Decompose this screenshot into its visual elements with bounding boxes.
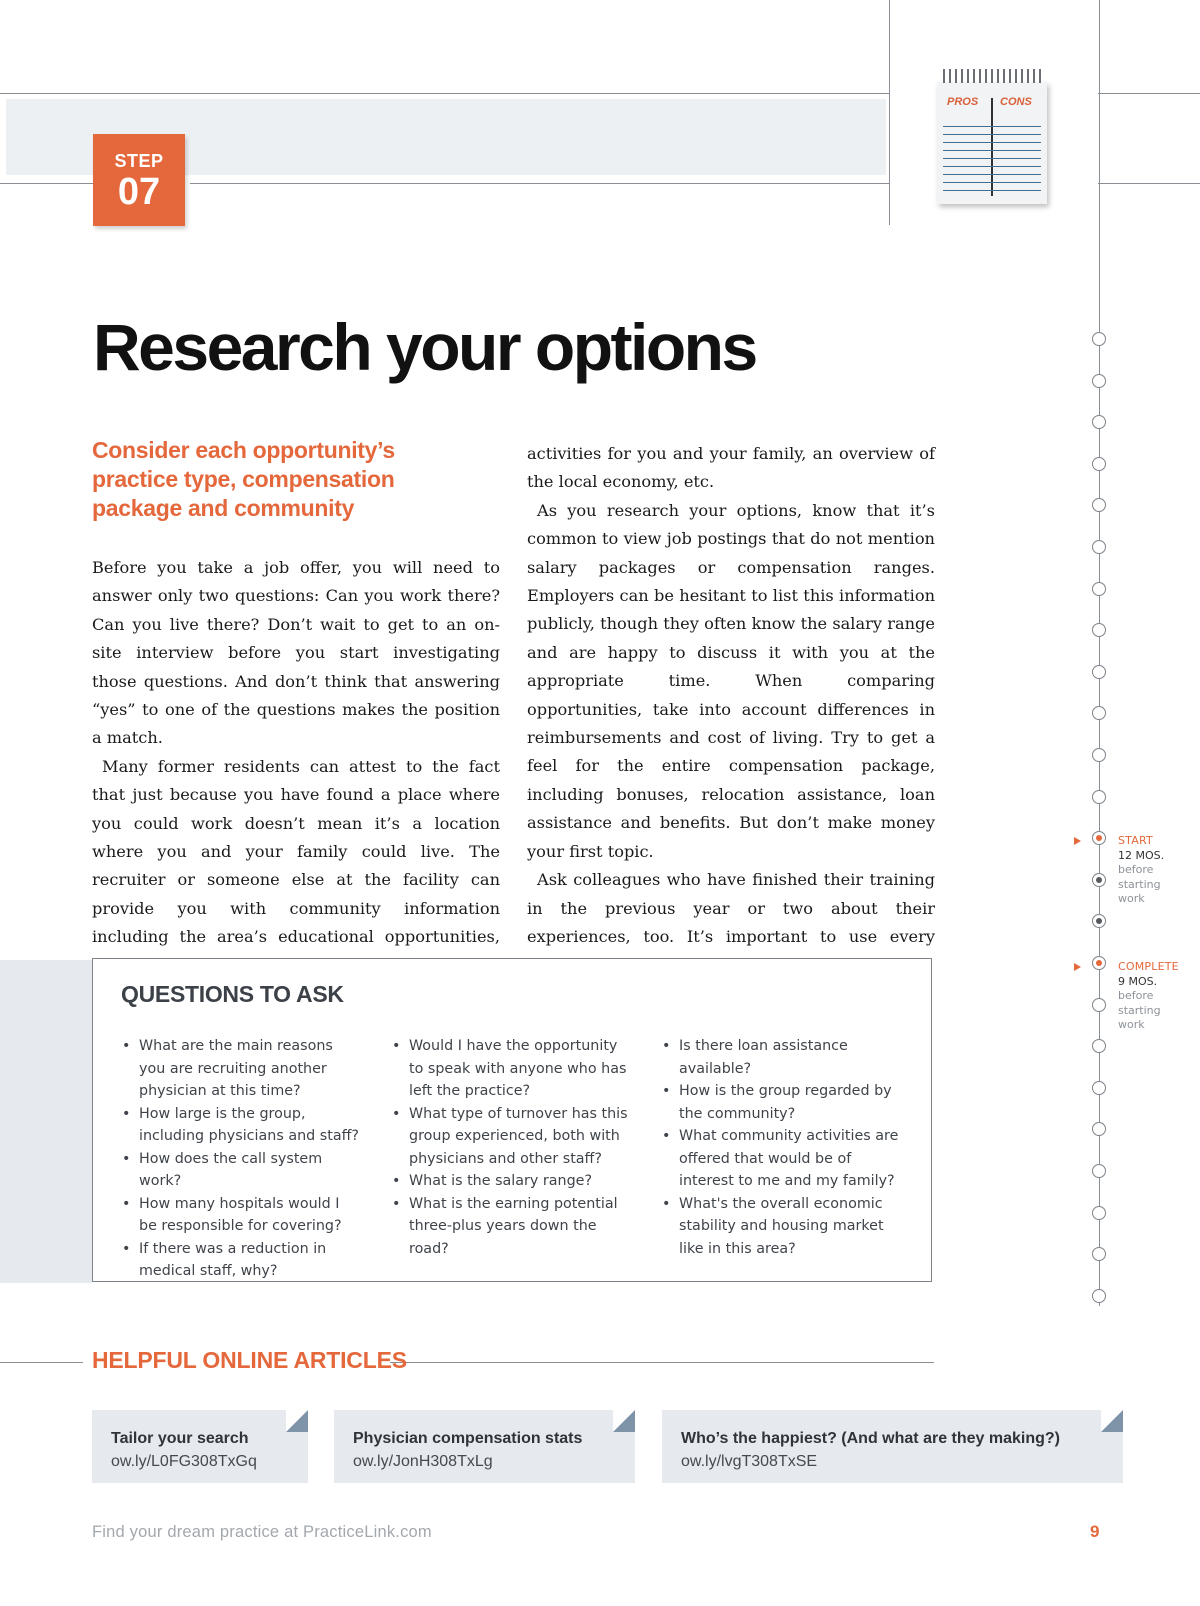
subheading: Consider each opportunity’s practice type, compensation package and community — [92, 437, 395, 521]
complete-months: 9 MOS. — [1118, 974, 1158, 988]
article-card-2[interactable] — [334, 1410, 635, 1483]
questions-column-3 — [661, 1035, 906, 1260]
pros-cons-notepad-icon — [937, 82, 1047, 204]
notepad-pros-label: PROS — [947, 96, 979, 108]
page-number: 9 — [1090, 1522, 1100, 1541]
questions-side-band — [0, 960, 92, 1283]
header-rule-bottom — [190, 183, 890, 184]
article-title-2: Physician compensation stats — [353, 1430, 583, 1447]
questions-column-1 — [121, 1035, 361, 1283]
article-link-2[interactable]: ow.ly/JonH308TxLg — [353, 1453, 493, 1470]
question-item: • How many hospitals would I be responsible for covering? — [121, 1193, 361, 1238]
article-link-3[interactable]: ow.ly/lvgT308TxSE — [681, 1453, 818, 1470]
timeline-start-marker — [1092, 831, 1106, 845]
header-rule-top-right — [1098, 93, 1200, 94]
header-vertical-rule — [889, 0, 890, 225]
timeline-marker — [1092, 706, 1106, 720]
timeline-marker — [1092, 498, 1106, 512]
timeline-marker — [1092, 1206, 1106, 1220]
question-item: • Would I have the opportunity to speak with anyone who has left the practice? — [391, 1035, 636, 1103]
step-number: 07 — [117, 171, 161, 213]
timeline-marker — [1092, 790, 1106, 804]
article-link-1[interactable]: ow.ly/L0FG308TxGq — [111, 1453, 257, 1470]
body-column-right — [527, 440, 935, 981]
timeline-start-label — [1118, 834, 1164, 907]
timeline-marker — [1092, 582, 1106, 596]
question-item: • How does the call system work? — [121, 1148, 361, 1193]
timeline-marker — [1092, 998, 1106, 1012]
start-sub-3: work — [1118, 892, 1145, 905]
article-card-3[interactable] — [662, 1410, 1123, 1483]
timeline-marker — [1092, 1247, 1106, 1261]
card-fold-icon — [286, 1410, 308, 1432]
start-sub-2: starting — [1118, 877, 1161, 891]
timeline-current-marker — [1092, 914, 1106, 928]
complete-sub-3: work — [1118, 1018, 1145, 1031]
page-title: Research your options — [93, 310, 756, 384]
question-item: • How large is the group, including physicians and staff? — [121, 1103, 361, 1148]
timeline-line — [1099, 0, 1100, 1306]
question-item: • Is there loan assistance available? — [661, 1035, 906, 1080]
body-paragraph-3: As you research your options, know that it’s common to view job postings that do not mention salary packages or compensation ranges. Employers can be hesitant to list this information publicly, though they often know the salary range and are happy to discuss it with you at the appropriate time. When comparing opportunities, take into account differences in reimbursements and cost of living. Try to get a feel for the entire compensation package, including bonuses, relocation assistance, loan assistance and benefits. But don’t make money your first topic. — [527, 500, 935, 861]
question-item: • If there was a reduction in medical staff, why? — [121, 1238, 361, 1283]
question-item: • What community activities are offered that would be of interest to me and my family? — [661, 1125, 906, 1193]
articles-heading: HELPFUL ONLINE ARTICLES — [92, 1347, 407, 1373]
body-paragraph-2a: Many former residents can attest to the fact that just because you have found a place where you could work doesn’t mean it’s a location where you and your family could live. The recruiter or someone else at the facility can provide you with community information including the area’s educational opportunities, — [92, 756, 500, 947]
complete-sub-1: before — [1118, 989, 1154, 1002]
complete-arrow-icon — [1074, 963, 1081, 971]
step-badge — [93, 134, 185, 226]
header-rule-bottom-right — [1098, 183, 1200, 184]
timeline-complete-marker — [1092, 956, 1106, 970]
complete-sub-2: starting — [1118, 1003, 1161, 1017]
header-rule-bottom-left — [0, 183, 93, 184]
question-item: • How is the group regarded by the community? — [661, 1080, 906, 1125]
complete-label: COMPLETE — [1118, 960, 1179, 973]
timeline-marker — [1092, 457, 1106, 471]
card-fold-icon — [1101, 1410, 1123, 1432]
timeline-marker — [1092, 1122, 1106, 1136]
footer-text: Find your dream practice at PracticeLink.com — [92, 1523, 432, 1541]
start-sub-1: before — [1118, 863, 1154, 876]
article-card-1[interactable] — [92, 1410, 308, 1483]
questions-title: QUESTIONS TO ASK — [121, 981, 344, 1007]
body-paragraph-1: Before you take a job offer, you will need to answer only two questions: Can you work there? Can you live there? Don’t wait to get to an on-site interview before you start investigating those questions. And don’t think that answering “yes” to one of the questions makes the position a match. — [92, 558, 500, 748]
timeline-marker — [1092, 1039, 1106, 1053]
question-item: • What type of turnover has this group experienced, both with physicians and other staff? — [391, 1103, 636, 1171]
timeline-marker — [1092, 1164, 1106, 1178]
start-arrow-icon — [1074, 837, 1081, 845]
timeline-marker — [1092, 374, 1106, 388]
question-item: • What are the main reasons you are recruiting another physician at this time? — [121, 1035, 361, 1103]
article-title-1: Tailor your search — [111, 1430, 249, 1447]
notepad-lines — [943, 126, 1041, 196]
timeline-complete-label — [1118, 960, 1179, 1033]
step-label: STEP — [114, 151, 164, 171]
question-item: • What is the earning potential three-plus years down the road? — [391, 1193, 636, 1261]
body-paragraph-2b: activities for you and your family, an overview of the local economy, etc. — [527, 444, 935, 492]
card-fold-icon — [613, 1410, 635, 1432]
header-rule-top — [0, 93, 890, 94]
start-months: 12 MOS. — [1118, 848, 1165, 862]
timeline-marker — [1092, 665, 1106, 679]
body-column-left — [92, 554, 500, 980]
timeline-marker — [1092, 623, 1106, 637]
article-title-3: Who’s the happiest? (And what are they making?) — [681, 1430, 1060, 1447]
questions-box — [92, 958, 932, 1282]
notepad-spiral — [943, 69, 1041, 83]
question-item: • What is the salary range? — [391, 1170, 636, 1193]
timeline-current-marker — [1092, 873, 1106, 887]
body-paragraph-4-text: Ask colleagues who have finished their training in the previous year or two about their experiences, too. It’s important to use every — [527, 870, 935, 946]
timeline-marker — [1092, 748, 1106, 762]
articles-rule-right — [390, 1362, 934, 1363]
question-item: • What's the overall economic stability and housing market like in this area? — [661, 1193, 906, 1261]
timeline-marker — [1092, 1081, 1106, 1095]
start-label: START — [1118, 834, 1153, 847]
timeline-marker — [1092, 415, 1106, 429]
notepad-cons-label: CONS — [1000, 96, 1032, 108]
questions-column-2 — [391, 1035, 636, 1260]
timeline-marker — [1092, 540, 1106, 554]
timeline-marker — [1092, 332, 1106, 346]
timeline-marker — [1092, 1289, 1106, 1303]
articles-rule-left — [0, 1362, 83, 1363]
